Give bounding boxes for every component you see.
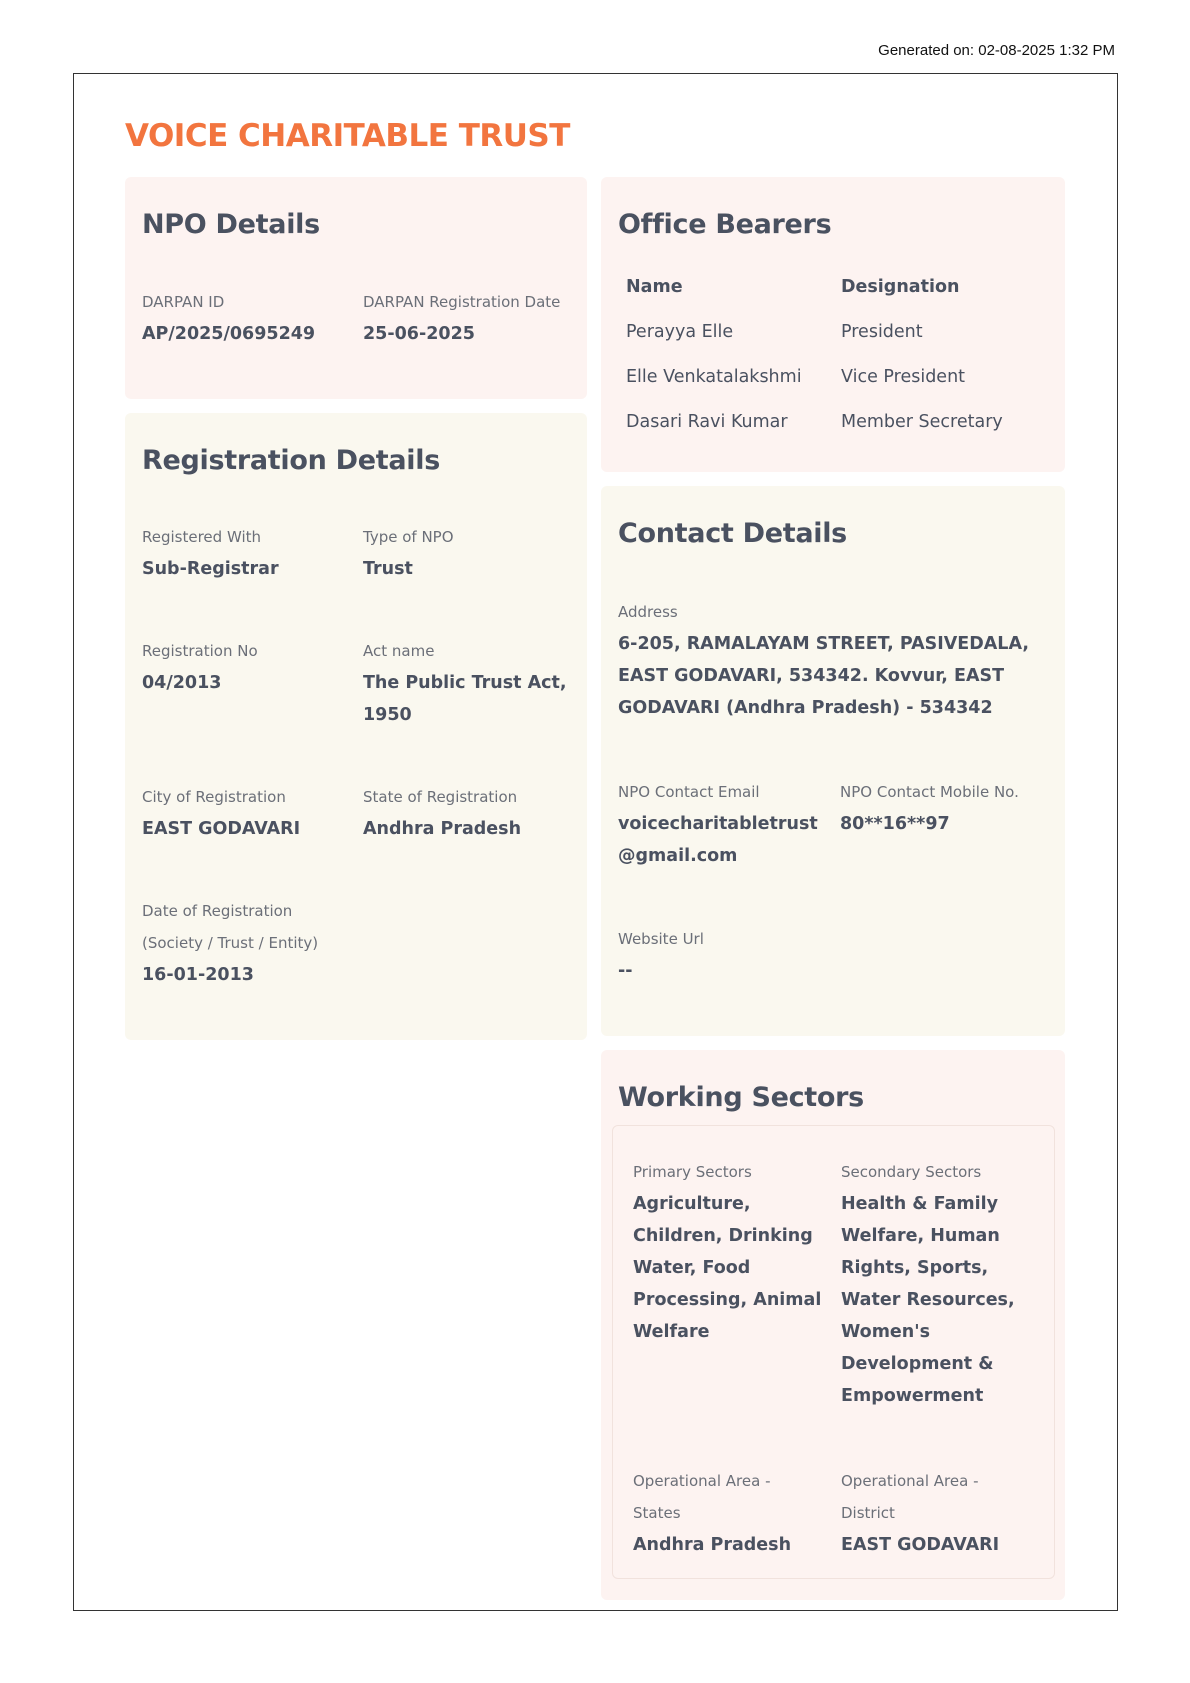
act-name-label: Act name — [363, 642, 435, 660]
state-of-registration-label: State of Registration — [363, 788, 518, 806]
contact-details-card — [601, 486, 1065, 1036]
address-value-line1: 6-205, RAMALAYAM STREET, PASIVEDALA, — [618, 634, 1029, 654]
secondary-sector-line: Women's — [841, 1322, 931, 1342]
bearer-designation: President — [841, 321, 923, 342]
darpan-reg-date-value: 25-06-2025 — [363, 324, 475, 344]
secondary-sectors-label: Secondary Sectors — [841, 1163, 982, 1181]
primary-sector-line: Processing, Animal — [633, 1290, 822, 1310]
bearer-name: Perayya Elle — [626, 321, 734, 342]
npo-type-value: Trust — [363, 559, 413, 579]
secondary-sectors-field — [841, 1156, 1051, 1412]
address-field — [618, 596, 1058, 724]
act-name-value-line2: 1950 — [363, 705, 412, 725]
darpan-id-field — [142, 286, 352, 350]
primary-sector-line: Welfare — [633, 1322, 710, 1342]
bearer-designation: Vice President — [841, 366, 966, 387]
date-of-registration-label-line2: (Society / Trust / Entity) — [142, 934, 319, 952]
website-label: Website Url — [618, 930, 704, 948]
contact-mobile-field — [840, 776, 1060, 840]
office-bearers-header-row — [626, 264, 1003, 309]
primary-sector-line: Agriculture, — [633, 1194, 751, 1214]
contact-email-value-line1: voicecharitabletrust — [618, 814, 818, 834]
bearer-name: Dasari Ravi Kumar — [626, 411, 788, 432]
date-of-registration-field — [142, 895, 382, 991]
operational-district-field — [841, 1465, 1051, 1561]
office-bearers-table — [626, 264, 1003, 444]
npo-details-card — [125, 177, 587, 399]
operational-states-label-line2: States — [633, 1504, 681, 1522]
generated-timestamp: Generated on: 02-08-2025 1:32 PM — [878, 42, 1115, 59]
operational-district-label-line1: Operational Area - — [841, 1472, 979, 1490]
operational-district-label-line2: District — [841, 1504, 895, 1522]
primary-sector-line: Children, Drinking — [633, 1226, 813, 1246]
bearer-designation: Member Secretary — [841, 411, 1003, 432]
primary-sectors-label: Primary Sectors — [633, 1163, 752, 1181]
website-field — [618, 923, 828, 987]
registered-with-value: Sub-Registrar — [142, 559, 279, 579]
contact-email-value-line2: @gmail.com — [618, 846, 738, 866]
contact-mobile-label: NPO Contact Mobile No. — [840, 783, 1019, 801]
website-value: -- — [618, 961, 633, 981]
office-bearer-row — [626, 309, 1003, 354]
office-bearers-heading: Office Bearers — [618, 209, 832, 240]
city-of-registration-value: EAST GODAVARI — [142, 819, 301, 839]
registration-details-card — [125, 413, 587, 1040]
primary-sectors-field — [633, 1156, 828, 1348]
primary-sector-line: Water, Food — [633, 1258, 751, 1278]
secondary-sector-line: Health & Family — [841, 1194, 998, 1214]
contact-email-field — [618, 776, 833, 872]
working-sectors-heading: Working Sectors — [618, 1082, 864, 1113]
working-sectors-card — [601, 1050, 1065, 1600]
operational-district-value: EAST GODAVARI — [841, 1535, 1000, 1555]
office-bearer-row — [626, 399, 1003, 444]
act-name-value-line1: The Public Trust Act, — [363, 673, 567, 693]
state-of-registration-value: Andhra Pradesh — [363, 819, 522, 839]
registration-no-label: Registration No — [142, 642, 258, 660]
city-of-registration-field — [142, 781, 352, 845]
city-of-registration-label: City of Registration — [142, 788, 286, 806]
address-value-line2: EAST GODAVARI, 534342. Kovvur, EAST — [618, 666, 1005, 686]
secondary-sector-line: Rights, Sports, — [841, 1258, 989, 1278]
registered-with-label: Registered With — [142, 528, 262, 546]
name-column-header: Name — [626, 276, 683, 297]
contact-mobile-value: 80**16**97 — [840, 814, 950, 834]
bearer-name: Elle Venkatalakshmi — [626, 366, 802, 387]
secondary-sector-line: Development & — [841, 1354, 994, 1374]
contact-details-heading: Contact Details — [618, 518, 847, 549]
npo-type-label: Type of NPO — [363, 528, 454, 546]
operational-states-field — [633, 1465, 828, 1561]
secondary-sector-line: Water Resources, — [841, 1290, 1015, 1310]
darpan-reg-date-field — [363, 286, 583, 350]
designation-column-header: Designation — [841, 276, 960, 297]
address-value-line3: GODAVARI (Andhra Pradesh) - 534342 — [618, 698, 993, 718]
secondary-sector-line: Welfare, Human — [841, 1226, 1000, 1246]
operational-states-value: Andhra Pradesh — [633, 1535, 792, 1555]
address-label: Address — [618, 603, 678, 621]
office-bearers-card — [601, 177, 1065, 472]
darpan-id-value: AP/2025/0695249 — [142, 324, 316, 344]
secondary-sector-line: Empowerment — [841, 1386, 984, 1406]
registration-no-value: 04/2013 — [142, 673, 222, 693]
contact-email-label: NPO Contact Email — [618, 783, 760, 801]
sectors-inner-box — [612, 1125, 1055, 1579]
registration-details-heading: Registration Details — [142, 445, 440, 476]
date-of-registration-label-line1: Date of Registration — [142, 902, 293, 920]
operational-states-label-line1: Operational Area - — [633, 1472, 771, 1490]
act-name-field — [363, 635, 578, 731]
npo-type-field — [363, 521, 573, 585]
npo-details-heading: NPO Details — [142, 209, 320, 240]
date-of-registration-value: 16-01-2013 — [142, 965, 254, 985]
office-bearer-row — [626, 354, 1003, 399]
registered-with-field — [142, 521, 352, 585]
darpan-reg-date-label: DARPAN Registration Date — [363, 293, 561, 311]
darpan-id-label: DARPAN ID — [142, 293, 225, 311]
registration-no-field — [142, 635, 352, 699]
organization-title: VOICE CHARITABLE TRUST — [125, 118, 570, 154]
state-of-registration-field — [363, 781, 573, 845]
